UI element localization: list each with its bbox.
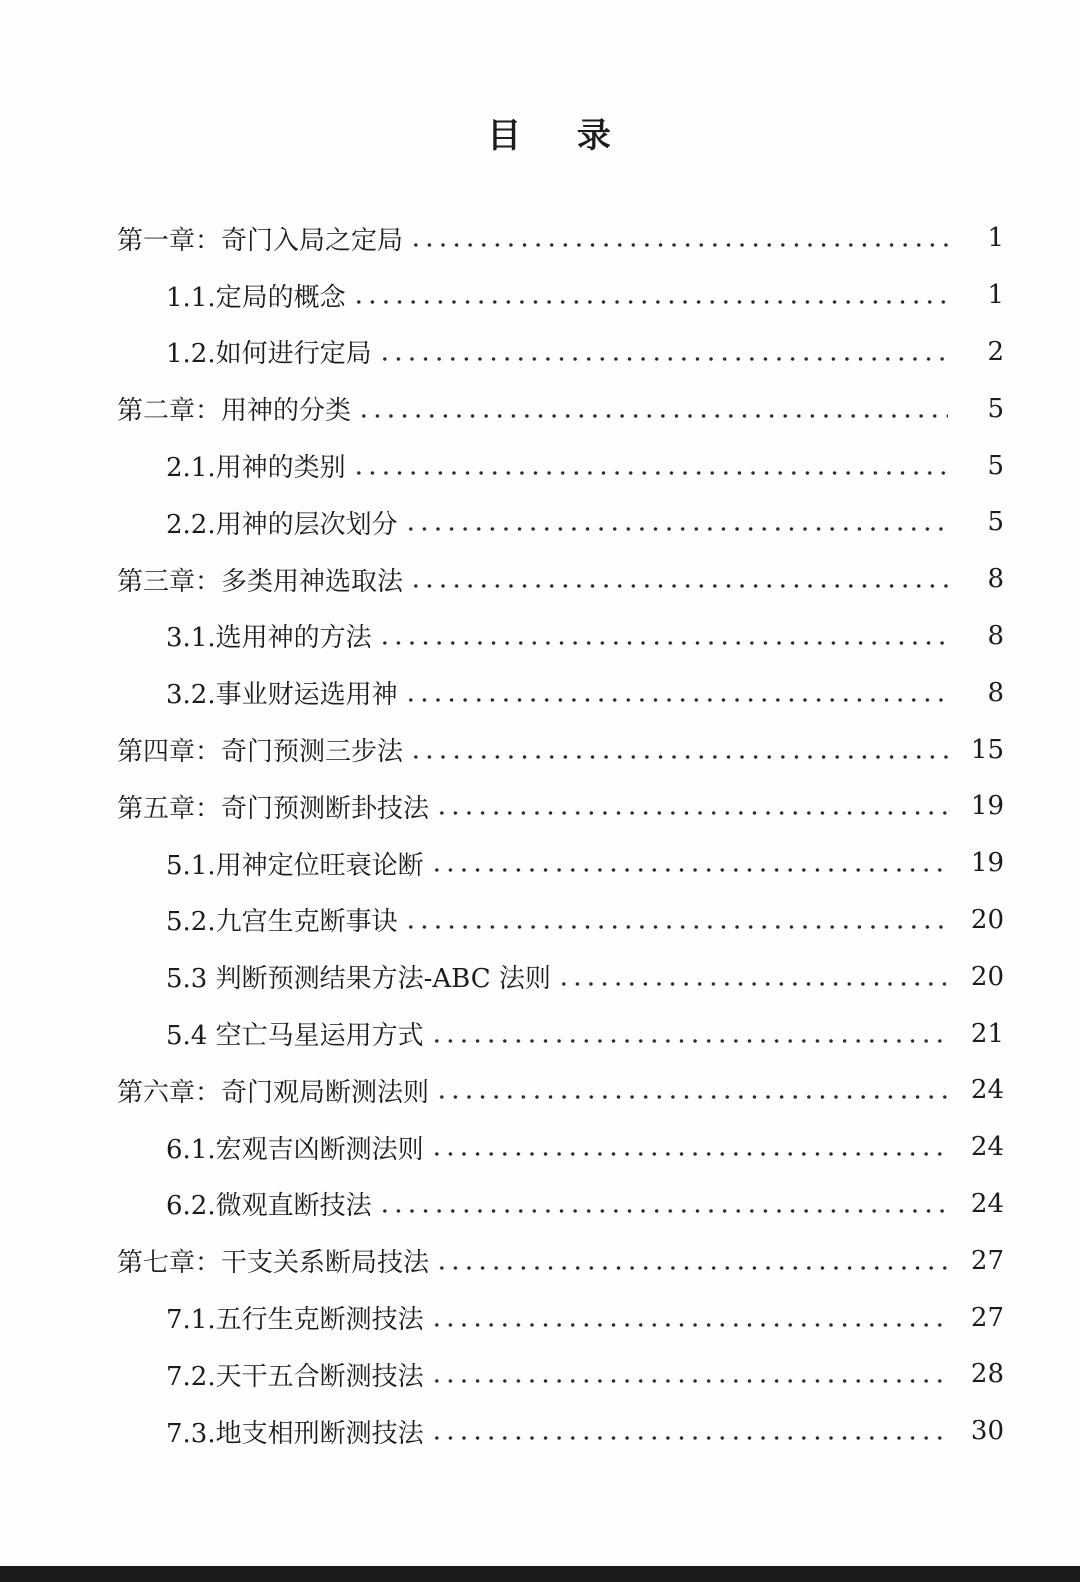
toc-entry-title: 2.1.用神的类别 — [166, 453, 346, 484]
toc-entry-title: 第一章：奇门入局之定局 — [117, 225, 404, 256]
toc-entry-title: 3.2.事业财运选用神 — [166, 680, 398, 711]
bottom-edge — [0, 1566, 1080, 1582]
toc-page-number: 8 — [987, 677, 1004, 708]
toc-dot-leader — [409, 243, 948, 247]
toc-entry-title: 2.2.用神的层次划分 — [166, 509, 398, 540]
toc-page-number: 1 — [987, 280, 1004, 311]
toc-page-number: 1 — [987, 223, 1004, 254]
toc-dot-leader — [430, 868, 948, 872]
toc-dot-leader — [435, 1266, 948, 1270]
toc-entry-title: 5.4 空亡马星运用方式 — [166, 1021, 424, 1052]
toc-entry-title: 第六章：奇门观局断测法则 — [117, 1077, 430, 1108]
toc-entry-title: 第五章：奇门预测断卦技法 — [117, 793, 430, 824]
toc-page-number: 27 — [970, 1302, 1004, 1333]
toc-section-entry[interactable] — [0, 1005, 1080, 1062]
toc-dot-leader — [404, 698, 948, 702]
toc-entry-title: 第四章：奇门预测三步法 — [117, 737, 404, 768]
toc-page-number: 24 — [970, 1132, 1004, 1163]
toc-dot-leader — [378, 357, 948, 361]
toc-dot-leader — [430, 1436, 948, 1440]
toc-dot-leader — [430, 1379, 948, 1383]
toc-section-entry[interactable] — [0, 892, 1080, 949]
toc-page-number: 5 — [987, 450, 1004, 481]
toc-entry-title: 7.2.天干五合断测技法 — [166, 1361, 424, 1392]
toc-entry-title: 5.1.用神定位旺衰论断 — [166, 850, 424, 881]
toc-page-number: 5 — [987, 507, 1004, 538]
toc-section-entry[interactable] — [0, 1289, 1080, 1346]
toc-dot-leader — [404, 925, 948, 929]
toc-page-number: 28 — [970, 1359, 1004, 1390]
toc-dot-leader — [352, 471, 948, 475]
toc-chapter-entry[interactable] — [0, 778, 1080, 835]
toc-title: 目 录 — [487, 115, 633, 156]
toc-section-entry[interactable] — [0, 664, 1080, 721]
toc-entry-title: 1.2.如何进行定局 — [166, 339, 372, 370]
toc-page-number: 8 — [987, 564, 1004, 595]
toc-dot-leader — [409, 755, 948, 759]
toc-section-entry[interactable] — [0, 1176, 1080, 1233]
toc-entry-title: 第二章：用神的分类 — [117, 396, 352, 427]
toc-entry-title: 6.2.微观直断技法 — [166, 1191, 372, 1222]
toc-section-entry[interactable] — [0, 835, 1080, 892]
toc-page-number: 27 — [970, 1245, 1004, 1276]
toc-entry-title: 5.3 判断预测结果方法-ABC 法则 — [166, 964, 551, 995]
toc-chapter-entry[interactable] — [0, 210, 1080, 267]
toc-entry-title: 7.1.五行生克断测技法 — [166, 1305, 424, 1336]
toc-dot-leader — [430, 1323, 948, 1327]
toc-page-number: 19 — [970, 791, 1004, 822]
toc-chapter-entry[interactable] — [0, 1232, 1080, 1289]
toc-entry-title: 7.3.地支相刑断测技法 — [166, 1418, 424, 1449]
toc-page-number: 21 — [970, 1018, 1004, 1049]
toc-dot-leader — [435, 811, 948, 815]
toc-section-entry[interactable] — [0, 1346, 1080, 1403]
toc-dot-leader — [557, 982, 948, 986]
toc-page-number: 19 — [970, 848, 1004, 879]
toc-page-number: 5 — [987, 393, 1004, 424]
toc-entry-title: 1.1.定局的概念 — [166, 282, 346, 313]
toc-dot-leader — [435, 1095, 948, 1099]
toc-page-number: 8 — [987, 620, 1004, 651]
toc-page-number: 20 — [970, 961, 1004, 992]
toc-section-entry[interactable] — [0, 1403, 1080, 1460]
toc-page-number: 20 — [970, 904, 1004, 935]
toc-page-number: 15 — [970, 734, 1004, 765]
toc-entry-title: 5.2.九宫生克断事诀 — [166, 907, 398, 938]
toc-page-number: 24 — [970, 1188, 1004, 1219]
toc-dot-leader — [378, 641, 948, 645]
toc-list — [0, 210, 1080, 1460]
toc-chapter-entry[interactable] — [0, 380, 1080, 437]
toc-dot-leader — [378, 1209, 948, 1213]
toc-section-entry[interactable] — [0, 494, 1080, 551]
toc-section-entry[interactable] — [0, 267, 1080, 324]
toc-section-entry[interactable] — [0, 1119, 1080, 1176]
toc-chapter-entry[interactable] — [0, 1062, 1080, 1119]
toc-entry-title: 第三章：多类用神选取法 — [117, 566, 404, 597]
toc-section-entry[interactable] — [0, 437, 1080, 494]
toc-dot-leader — [352, 300, 948, 304]
toc-entry-title: 第七章：干支关系断局技法 — [117, 1248, 430, 1279]
toc-chapter-entry[interactable] — [0, 721, 1080, 778]
toc-entry-title: 3.1.选用神的方法 — [166, 623, 372, 654]
toc-dot-leader — [430, 1039, 948, 1043]
toc-section-entry[interactable] — [0, 948, 1080, 1005]
toc-chapter-entry[interactable] — [0, 551, 1080, 608]
toc-dot-leader — [357, 414, 948, 418]
toc-page-number: 24 — [970, 1075, 1004, 1106]
toc-section-entry[interactable] — [0, 608, 1080, 665]
toc-dot-leader — [404, 527, 948, 531]
toc-dot-leader — [409, 584, 948, 588]
toc-dot-leader — [430, 1152, 948, 1156]
toc-page-number: 2 — [987, 336, 1004, 367]
toc-section-entry[interactable] — [0, 324, 1080, 381]
toc-entry-title: 6.1.宏观吉凶断测法则 — [166, 1134, 424, 1165]
toc-page-number: 30 — [970, 1416, 1004, 1447]
